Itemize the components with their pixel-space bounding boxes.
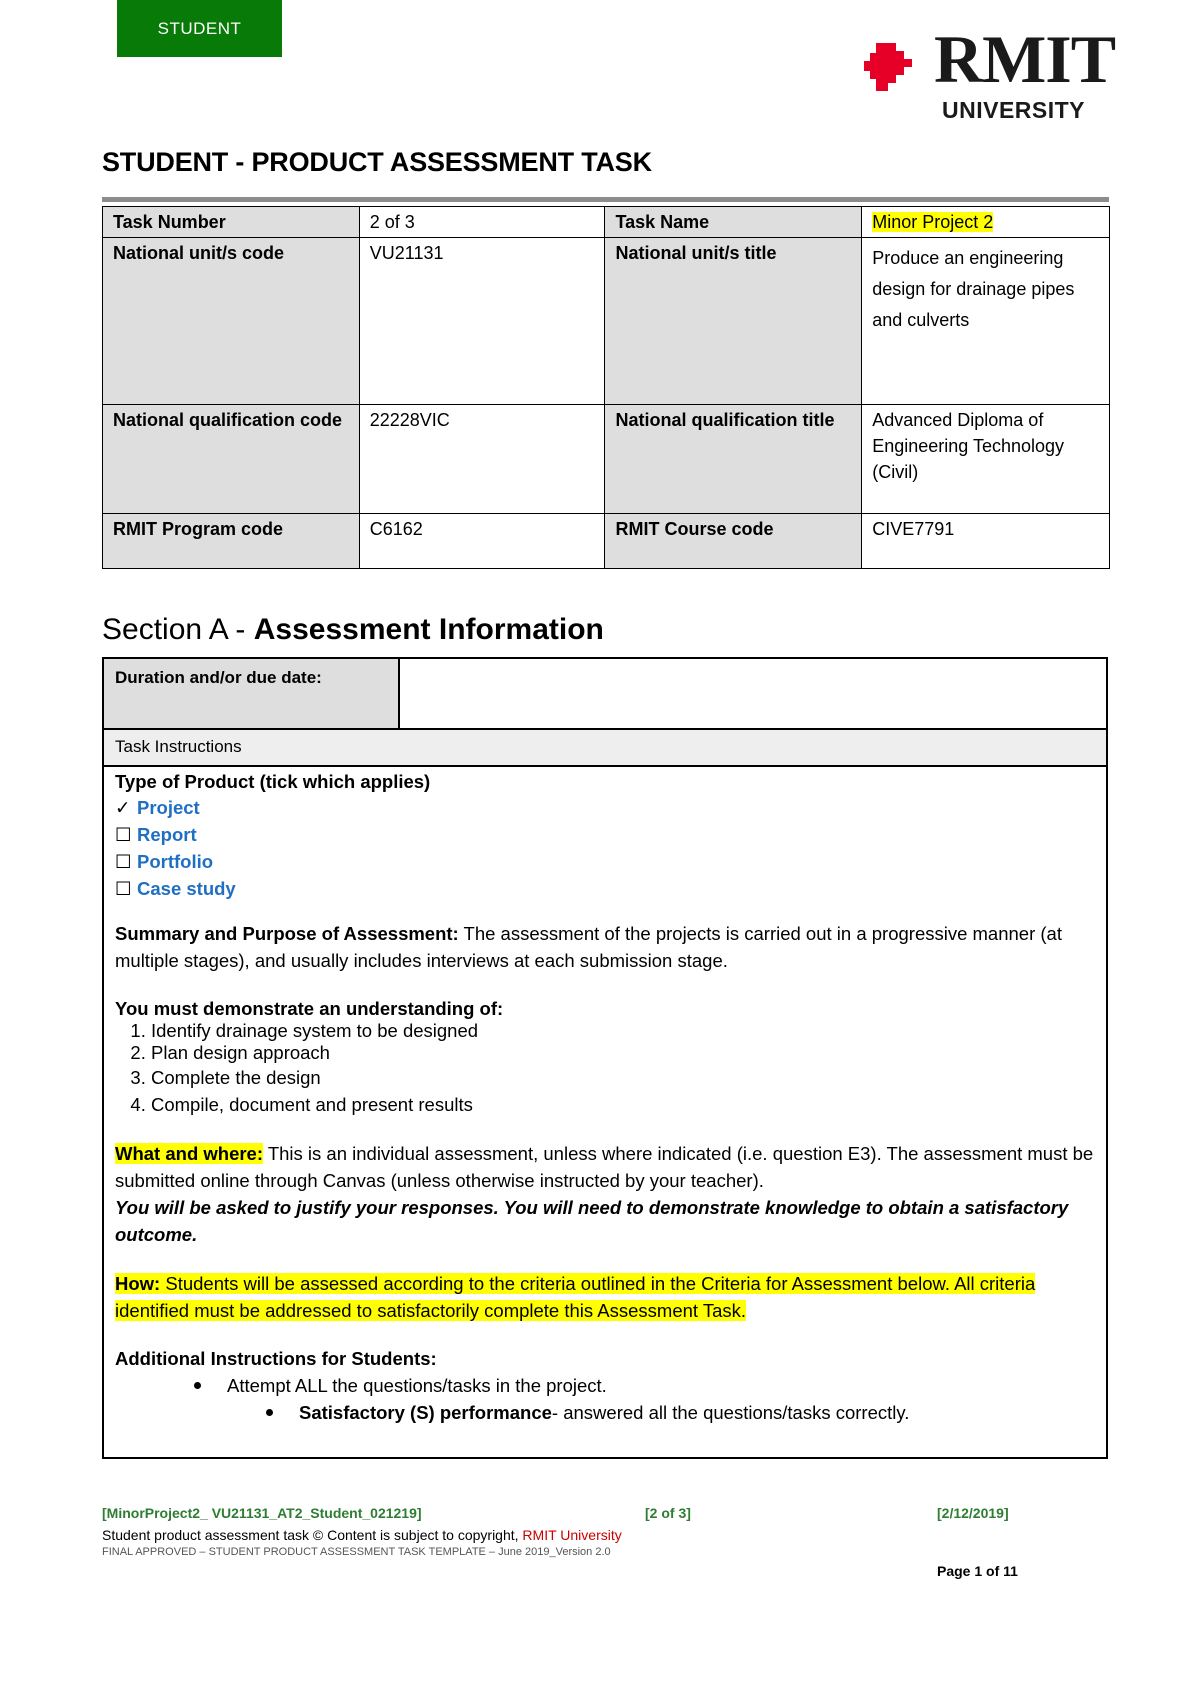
product-type-item: [115, 794, 1100, 821]
bullet-text: Attempt ALL the questions/tasks in the project.: [227, 1375, 607, 1396]
list-item: [115, 1372, 1100, 1399]
assessment-info-box: [102, 657, 1108, 1459]
product-type-item: [115, 875, 1100, 902]
task-instructions-content: [115, 769, 1100, 1426]
qual-title-value: Advanced Diploma of Engineering Technology (Civil): [862, 405, 1110, 514]
copyright-text: Student product assessment task © Content is subject to copyright,: [102, 1527, 523, 1543]
list-item: 2. Plan design approach: [151, 1042, 1100, 1064]
product-type-item: [115, 821, 1100, 848]
understanding-heading: You must demonstrate an understanding of:: [115, 998, 504, 1019]
product-type-heading: Type of Product (tick which applies): [115, 771, 431, 792]
section-title: Assessment Information: [253, 613, 604, 646]
summary-paragraph: [115, 920, 1100, 974]
list-item: 4. Compile, document and present results: [151, 1091, 1100, 1118]
rmit-logo-sub: UNIVERSITY: [942, 97, 1086, 123]
title-divider: [102, 197, 1109, 202]
checkbox-icon: ☐: [115, 851, 132, 872]
unit-code-label: National unit/s code: [103, 238, 360, 405]
how-paragraph: [115, 1270, 1100, 1324]
task-name-value: Minor Project 2: [872, 212, 994, 232]
footer-file-id: [MinorProject2_ VU21131_AT2_Student_021219]: [102, 1505, 422, 1521]
product-type-label: Project: [137, 797, 200, 818]
unit-code-value: VU21131: [359, 238, 605, 405]
rmit-logo: [862, 21, 1116, 128]
course-code-label: RMIT Course code: [605, 514, 862, 569]
what-where-paragraph: [115, 1140, 1100, 1194]
course-code-value: CIVE7791: [862, 514, 1110, 569]
additional-heading: Additional Instructions for Students:: [115, 1348, 437, 1369]
summary-label: Summary and Purpose of Assessment:: [115, 923, 459, 944]
section-heading: [102, 613, 604, 647]
rmit-pixel-mark-icon: [862, 35, 926, 99]
list-item: [115, 1399, 1100, 1426]
task-info-table: [102, 206, 1110, 569]
student-badge: STUDENT: [117, 0, 282, 57]
what-where-italic: You will be asked to justify your responses. You will need to demonstrate knowledge to obtain a satisfactory outcome.: [115, 1197, 1069, 1245]
copyright-org: RMIT University: [522, 1527, 622, 1543]
list-item: 3. Complete the design: [151, 1064, 1100, 1091]
product-type-item: [115, 848, 1100, 875]
check-icon: ✓: [115, 797, 131, 818]
task-number-value: 2 of 3: [359, 207, 605, 238]
summary-text: The assessment of the projects is carried out in a progressive manner (at multiple stages), and usually includes interviews at each submission stage.: [115, 923, 1062, 971]
list-item: 1. Identify drainage system to be designed: [151, 1020, 1100, 1042]
checkbox-icon: ☐: [115, 824, 132, 845]
footer-copyright: [102, 1527, 622, 1543]
task-number-label: Task Number: [103, 207, 360, 238]
product-type-label: Case study: [137, 878, 236, 899]
footer-template: FINAL APPROVED – STUDENT PRODUCT ASSESSMENT TASK TEMPLATE – June 2019_Version 2.0: [102, 1546, 611, 1558]
unit-title-value: Produce an engineering design for drainage pipes and culverts: [862, 238, 1110, 405]
satisfactory-label: Satisfactory (S) performance: [299, 1402, 552, 1423]
program-code-label: RMIT Program code: [103, 514, 360, 569]
satisfactory-text: - answered all the questions/tasks correctly.: [551, 1402, 910, 1423]
page-number: Page 1 of 11: [937, 1563, 1018, 1579]
product-type-label: Portfolio: [137, 851, 214, 872]
section-prefix: Section A -: [102, 613, 254, 646]
rmit-logo-name: RMIT: [934, 21, 1116, 97]
task-instructions-header: Task Instructions: [104, 730, 1106, 767]
program-code-value: C6162: [359, 514, 605, 569]
footer-part: [2 of 3]: [645, 1505, 691, 1521]
qual-title-label: National qualification title: [605, 405, 862, 514]
qual-code-value: 22228VIC: [359, 405, 605, 514]
duration-label: Duration and/or due date:: [104, 659, 400, 728]
checkbox-icon: ☐: [115, 878, 132, 899]
product-type-label: Report: [137, 824, 197, 845]
what-where-label: What and where:: [115, 1143, 264, 1164]
page-title: STUDENT - PRODUCT ASSESSMENT TASK: [102, 147, 652, 177]
bullet-icon: [266, 1409, 273, 1416]
how-label: How:: [115, 1273, 161, 1294]
bullet-icon: [194, 1382, 201, 1389]
task-name-cell: [862, 207, 1110, 238]
how-text: Students will be assessed according to the criteria outlined in the Criteria for Assessment below. All criteria identified must be addressed to satisfactorily complete this Assessment Task.: [115, 1273, 1036, 1321]
duration-row: [104, 659, 1106, 730]
task-name-label: Task Name: [605, 207, 862, 238]
understanding-list: [115, 1020, 1100, 1118]
what-where-text: This is an individual assessment, unless where indicated (i.e. question E3). The assessment must be submitted online through Canvas (unless otherwise instructed by your teacher).: [115, 1143, 1094, 1191]
footer-date: [2/12/2019]: [937, 1505, 1009, 1521]
unit-title-label: National unit/s title: [605, 238, 862, 405]
qual-code-label: National qualification code: [103, 405, 360, 514]
